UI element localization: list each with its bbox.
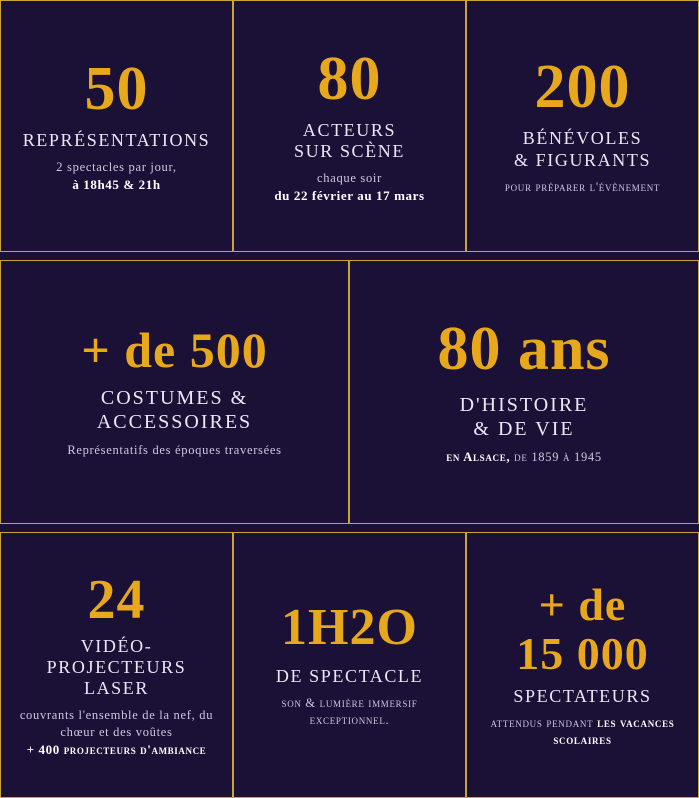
stat-label: REPRÉSENTATIONS — [22, 130, 211, 151]
stat-sub-line-1: chaque soir — [317, 171, 382, 186]
stat-number: 200 — [534, 53, 631, 122]
stat-sub-line-1: Représentatifs des époques traversées — [67, 443, 282, 458]
stat-card-spectateurs — [466, 532, 699, 798]
stat-sub-line-2: à 18h45 & 21h — [72, 177, 161, 193]
stat-label-line-2: LASER — [83, 677, 149, 698]
stat-number: 80 ans — [437, 314, 611, 383]
stat-label-line-2: & DE VIE — [473, 417, 575, 440]
stat-sub — [274, 170, 424, 204]
stat-sub-line-1: son & lumière immersif — [281, 695, 418, 710]
stat-sub-line-2: du 22 février au 17 mars — [274, 187, 425, 203]
stat-sub-line-1: pour préparer l'évènement — [504, 179, 661, 194]
stat-sub-strong: en Alsace, — [446, 450, 511, 465]
stat-sub — [446, 449, 602, 466]
stat-number-line-1: + de — [538, 579, 627, 631]
stat-label-line-1: BÉNÉVOLES — [522, 128, 643, 149]
row-spacer-2 — [0, 524, 699, 532]
stat-card-benevoles — [466, 0, 699, 252]
stat-sub-prefix: attendus pendant — [490, 716, 598, 731]
stat-sub — [490, 715, 674, 749]
stat-card-costumes — [0, 260, 349, 524]
stat-number: 24 — [87, 568, 146, 631]
stats-row-2 — [0, 260, 699, 524]
stat-label-line-1: D'HISTOIRE — [459, 393, 589, 416]
stat-card-videoprojecteurs — [0, 532, 233, 798]
stat-card-spectacle — [233, 532, 466, 798]
stats-row-3 — [0, 532, 699, 798]
stat-card-histoire — [349, 260, 699, 524]
stat-label-line-2: & FIGURANTS — [513, 149, 652, 170]
stat-label: SPECTATEURS — [513, 685, 652, 706]
stat-sub-line-2: chœur et des voûtes — [60, 725, 173, 740]
stat-card-representations — [0, 0, 233, 252]
stat-sub — [67, 442, 281, 459]
stats-row-1 — [0, 0, 699, 252]
stat-label-line-2: ACCESSOIRES — [96, 410, 253, 433]
stat-label-line-1: COSTUMES & — [100, 386, 249, 409]
stat-label-line-2: SUR SCÈNE — [294, 140, 405, 161]
stat-number: + de 500 — [81, 321, 268, 378]
row-spacer-1 — [0, 252, 699, 260]
stat-number: 50 — [84, 55, 149, 124]
stat-number: 1H2O — [281, 598, 418, 656]
stat-sub — [20, 707, 213, 758]
stat-label — [294, 120, 405, 162]
stat-card-acteurs — [233, 0, 466, 252]
stat-number-line-2: 15 000 — [516, 627, 649, 679]
stat-sub-line-1: 2 spectacles par jour, — [56, 160, 177, 175]
stat-sub-line-1: couvrants l'ensemble de la nef, du — [19, 708, 214, 723]
stat-label-line-1: VIDÉO-PROJECTEURS — [46, 635, 187, 677]
stat-sub — [505, 179, 660, 196]
stat-sub-rest: de 1859 à 1945 — [510, 450, 602, 465]
stat-sub — [281, 695, 417, 729]
stat-label — [11, 636, 222, 700]
stat-sub-strong-2: scolaires — [553, 732, 612, 747]
stat-label — [514, 128, 651, 170]
stat-label-line-1: ACTEURS — [302, 119, 397, 140]
stat-label — [97, 387, 252, 434]
stat-sub — [56, 159, 176, 193]
stat-sub-strong: + 400 projecteurs d'ambiance — [26, 741, 207, 757]
stat-number — [516, 581, 649, 678]
stat-number: 80 — [317, 44, 382, 113]
stat-sub-strong-1: les vacances — [597, 716, 675, 731]
stat-label: DE SPECTACLE — [275, 665, 424, 686]
stat-sub-line-2: exceptionnel. — [309, 712, 390, 727]
stat-label — [460, 394, 589, 441]
